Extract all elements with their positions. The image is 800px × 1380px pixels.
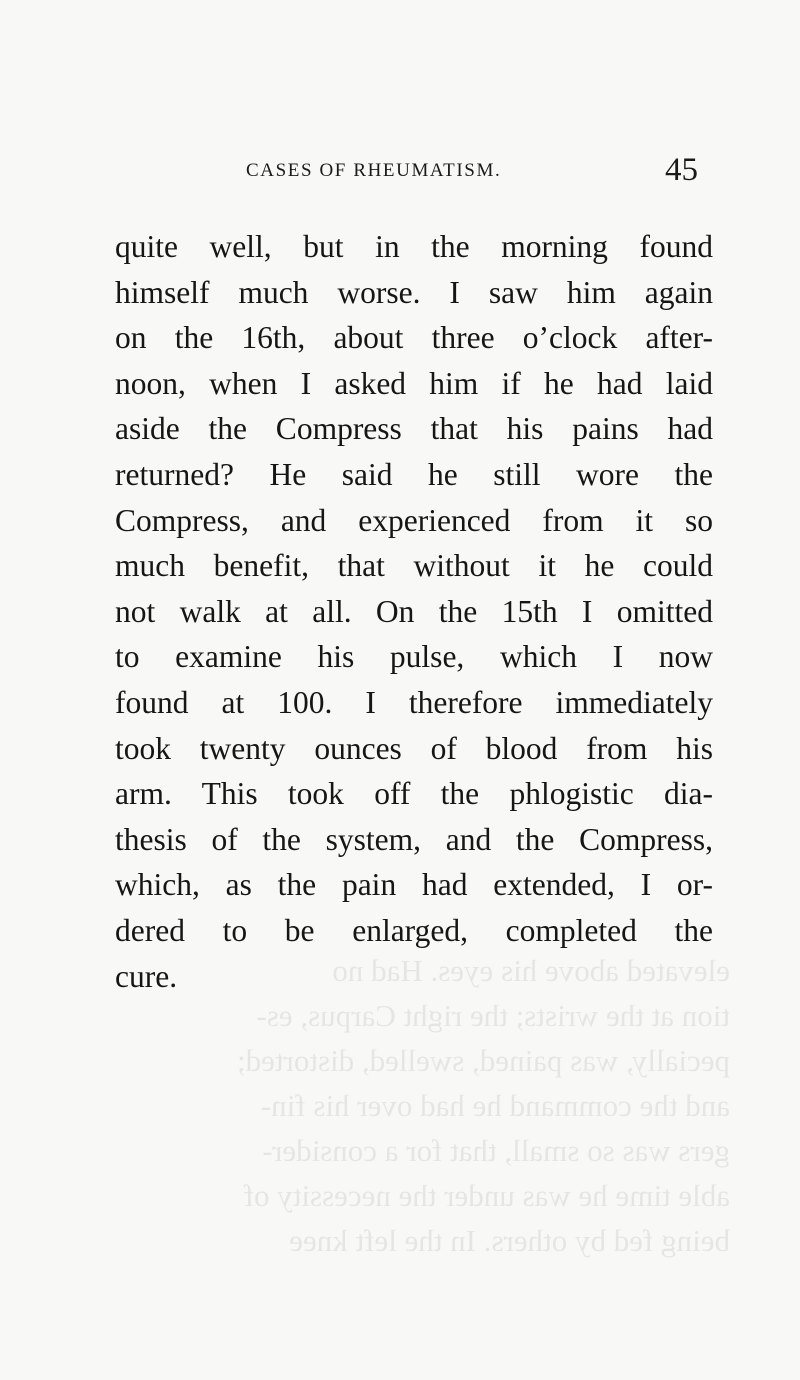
text-line: to examine his pulse, which I now — [115, 639, 713, 675]
text-line: which, as the pain had extended, I or- — [115, 867, 713, 903]
text-line: arm. This took off the phlogistic dia- — [115, 776, 713, 812]
text-line: returned? He said he still wore the — [115, 456, 713, 492]
running-head — [0, 150, 800, 190]
text-line: on the 16th, about three o’clock after- — [115, 320, 713, 356]
text-line: quite well, but in the morning found — [115, 229, 713, 264]
text-line: aside the Compress that his pains had — [115, 411, 713, 447]
text-line: cure. — [115, 958, 178, 994]
page-number: 45 — [665, 152, 698, 188]
text-line: not walk at all. On the 15th I omitted — [115, 593, 713, 629]
show-through-shadow: elevated above his eyes. Had no tion at the wrists; the right Carpus, es- pecially, was pained, swelled, distorted; and the command he had over his fin- gers was so small, that for a consider- able time he was under the necessity of being fed by others. In the left knee — [237, 953, 730, 1258]
body-text — [115, 224, 713, 999]
text-line: himself much worse. I saw him again — [115, 274, 713, 310]
text-line: noon, when I asked him if he had laid — [115, 365, 713, 401]
text-line: Compress, and experienced from it so — [115, 502, 713, 538]
running-head-title: CASES OF RHEUMATISM. — [246, 160, 502, 181]
text-line: dered to be enlarged, completed the — [115, 912, 713, 948]
text-line: took twenty ounces of blood from his — [115, 730, 713, 766]
text-line: found at 100. I therefore immediately — [115, 684, 713, 720]
text-line: thesis of the system, and the Compress, — [115, 821, 713, 857]
text-line: much benefit, that without it he could — [115, 548, 713, 584]
